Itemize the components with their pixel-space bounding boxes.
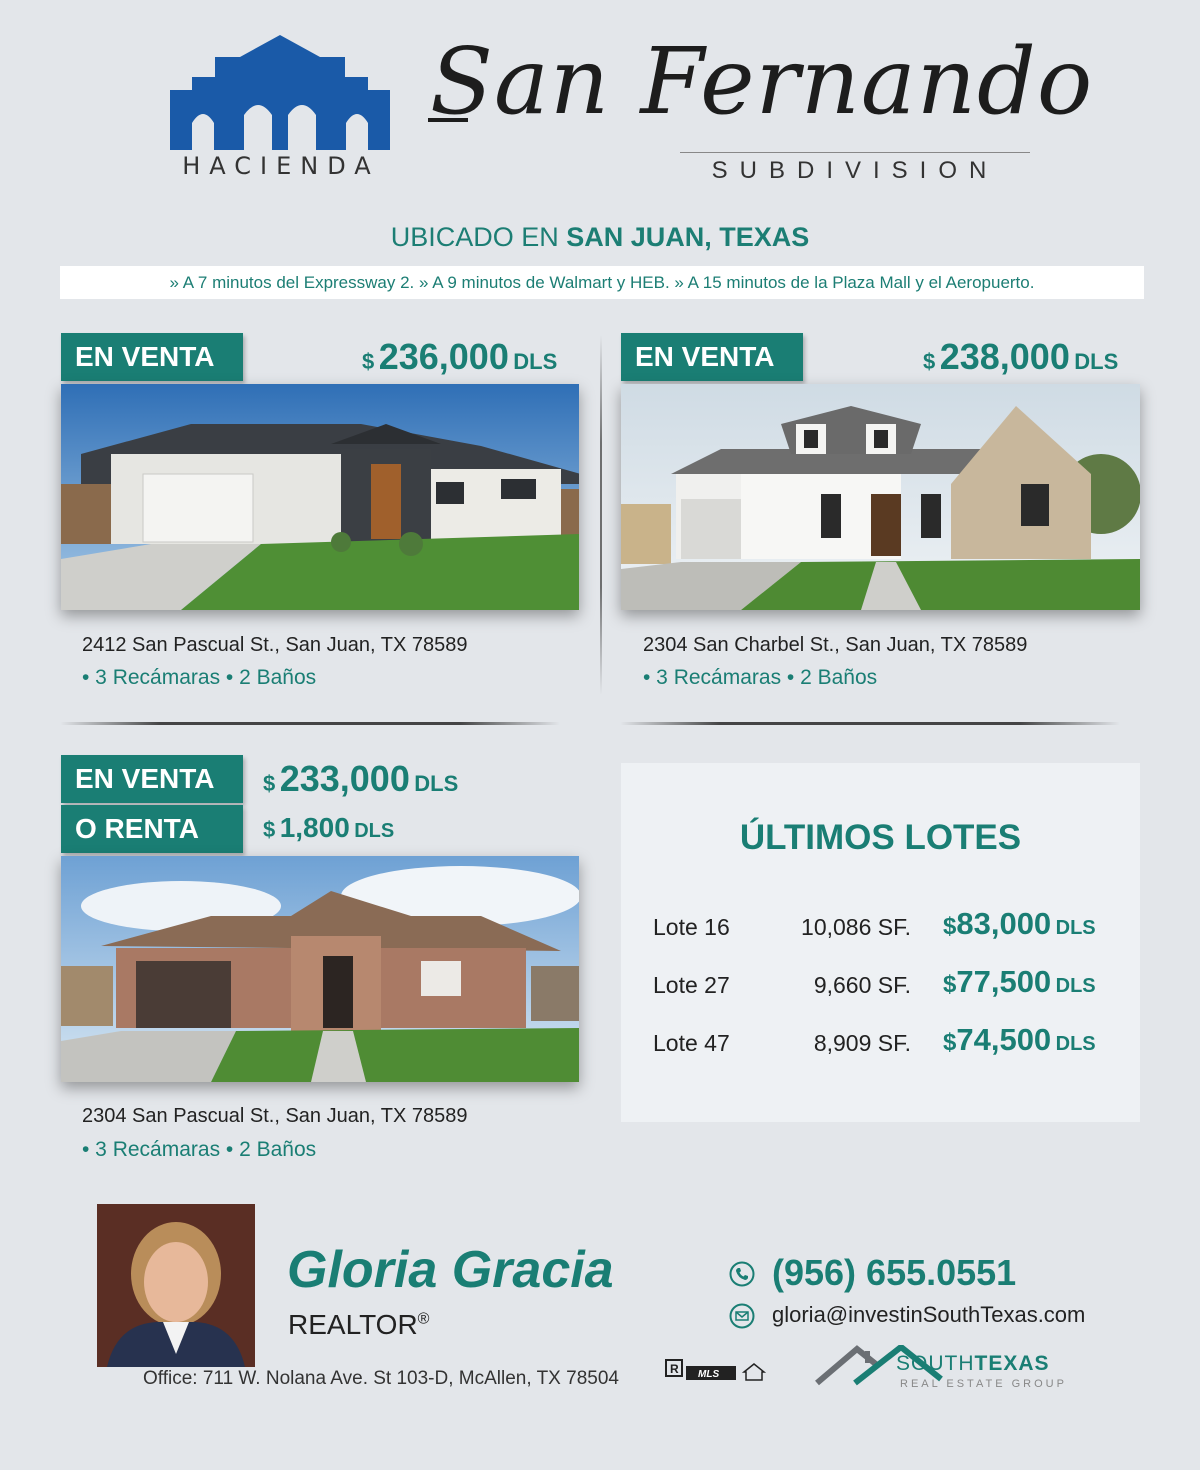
listing-1-address: 2412 San Pascual St., San Juan, TX 78589 bbox=[82, 634, 468, 656]
currency: $ bbox=[943, 913, 957, 940]
price-amount: 74,500 bbox=[956, 1022, 1052, 1057]
location-prefix: UBICADO EN bbox=[390, 222, 567, 252]
lot-row bbox=[653, 964, 1113, 1008]
price-unit: DLS bbox=[414, 771, 459, 796]
subtitle-rule bbox=[680, 152, 1030, 153]
lot-size: 10,086 SF. bbox=[801, 914, 911, 940]
svg-text:R: R bbox=[670, 1362, 679, 1376]
currency: $ bbox=[263, 771, 276, 796]
price-amount: 83,000 bbox=[956, 906, 1052, 941]
location-heading bbox=[0, 222, 1200, 253]
agent-title bbox=[288, 1309, 429, 1341]
registered-mark: ® bbox=[417, 1310, 430, 1328]
price-amount: 77,500 bbox=[956, 964, 1052, 999]
listing-2-photo bbox=[621, 384, 1140, 610]
currency: $ bbox=[923, 349, 936, 374]
phone-icon bbox=[729, 1261, 755, 1287]
lot-price bbox=[943, 906, 1096, 942]
price-amount: 1,800 bbox=[279, 812, 350, 843]
price-amount: 238,000 bbox=[939, 336, 1070, 377]
currency: $ bbox=[263, 817, 276, 842]
subdivision-title: San Fernando bbox=[430, 28, 1094, 135]
mls-text: MLS bbox=[698, 1369, 720, 1380]
lot-size: 8,909 SF. bbox=[813, 1030, 911, 1056]
logo-wordmark: HACIENDA bbox=[182, 152, 380, 180]
hacienda-logo bbox=[170, 35, 390, 150]
brand-tagline: REAL ESTATE GROUP bbox=[900, 1378, 1067, 1390]
agent-title-text: REALTOR bbox=[288, 1309, 418, 1340]
brand-name bbox=[896, 1352, 1050, 1376]
realtor-mls-logos bbox=[664, 1358, 768, 1386]
price-unit: DLS bbox=[1074, 349, 1119, 374]
listing-3-specs: • 3 Recámaras • 2 Baños bbox=[82, 1138, 317, 1161]
listing-3-badge-rent: O RENTA bbox=[61, 805, 243, 853]
currency: $ bbox=[943, 971, 957, 998]
price-unit: DLS bbox=[1055, 1033, 1096, 1055]
price-unit: DLS bbox=[513, 349, 558, 374]
email-icon bbox=[729, 1303, 755, 1329]
listing-1-price bbox=[362, 336, 557, 378]
email-address[interactable]: gloria@investinSouthTexas.com bbox=[772, 1302, 1086, 1327]
listing-2-specs: • 3 Recámaras • 2 Baños bbox=[643, 666, 878, 689]
lot-name: Lote 27 bbox=[653, 972, 730, 998]
price-amount: 236,000 bbox=[378, 336, 509, 377]
price-amount: 233,000 bbox=[279, 758, 410, 799]
section-divider bbox=[620, 722, 1120, 725]
price-unit: DLS bbox=[1055, 975, 1096, 997]
section-divider bbox=[60, 722, 560, 725]
column-divider bbox=[600, 335, 602, 695]
brand-name-part2: TEXAS bbox=[974, 1352, 1050, 1375]
price-unit: DLS bbox=[1055, 917, 1096, 939]
lot-price bbox=[943, 1022, 1096, 1058]
lot-size: 9,660 SF. bbox=[813, 972, 911, 998]
listing-1-photo bbox=[61, 384, 579, 610]
agent-name: Gloria Gracia bbox=[287, 1241, 614, 1299]
lot-name: Lote 16 bbox=[653, 914, 730, 940]
lot-row bbox=[653, 1022, 1113, 1066]
listing-3-badge: EN VENTA bbox=[61, 755, 243, 803]
agent-photo bbox=[97, 1204, 255, 1367]
listing-2-price bbox=[923, 336, 1118, 378]
currency: $ bbox=[362, 349, 375, 374]
lots-title: ÚLTIMOS LOTES bbox=[739, 818, 1022, 857]
lot-name: Lote 47 bbox=[653, 1030, 730, 1056]
listing-1-specs: • 3 Recámaras • 2 Baños bbox=[82, 666, 317, 689]
listing-3-price bbox=[263, 758, 458, 800]
location-place: SAN JUAN, TEXAS bbox=[566, 222, 810, 252]
listing-2-badge: EN VENTA bbox=[621, 333, 803, 381]
listing-3-address: 2304 San Pascual St., San Juan, TX 78589 bbox=[82, 1105, 468, 1127]
lot-price bbox=[943, 964, 1096, 1000]
listing-2-address: 2304 San Charbel St., San Juan, TX 78589 bbox=[643, 634, 1028, 656]
lot-row bbox=[653, 906, 1113, 950]
price-unit: DLS bbox=[354, 820, 395, 842]
location-features: » A 7 minutos del Expressway 2. » A 9 minutos de Walmart y HEB. » A 15 minutos de la Plaza Mall y el Aeropuerto. bbox=[60, 266, 1144, 299]
currency: $ bbox=[943, 1029, 957, 1056]
listing-3-rent-price bbox=[263, 812, 394, 844]
brand-name-part1: SOUTH bbox=[896, 1352, 975, 1375]
listing-1-badge: EN VENTA bbox=[61, 333, 243, 381]
listing-3-photo bbox=[61, 856, 579, 1082]
phone-number[interactable]: (956) 655.0551 bbox=[772, 1252, 1017, 1293]
office-address: Office: 711 W. Nolana Ave. St 103-D, McAllen, TX 78504 bbox=[143, 1368, 619, 1389]
subdivision-subtitle: SUBDIVISION bbox=[711, 157, 999, 184]
